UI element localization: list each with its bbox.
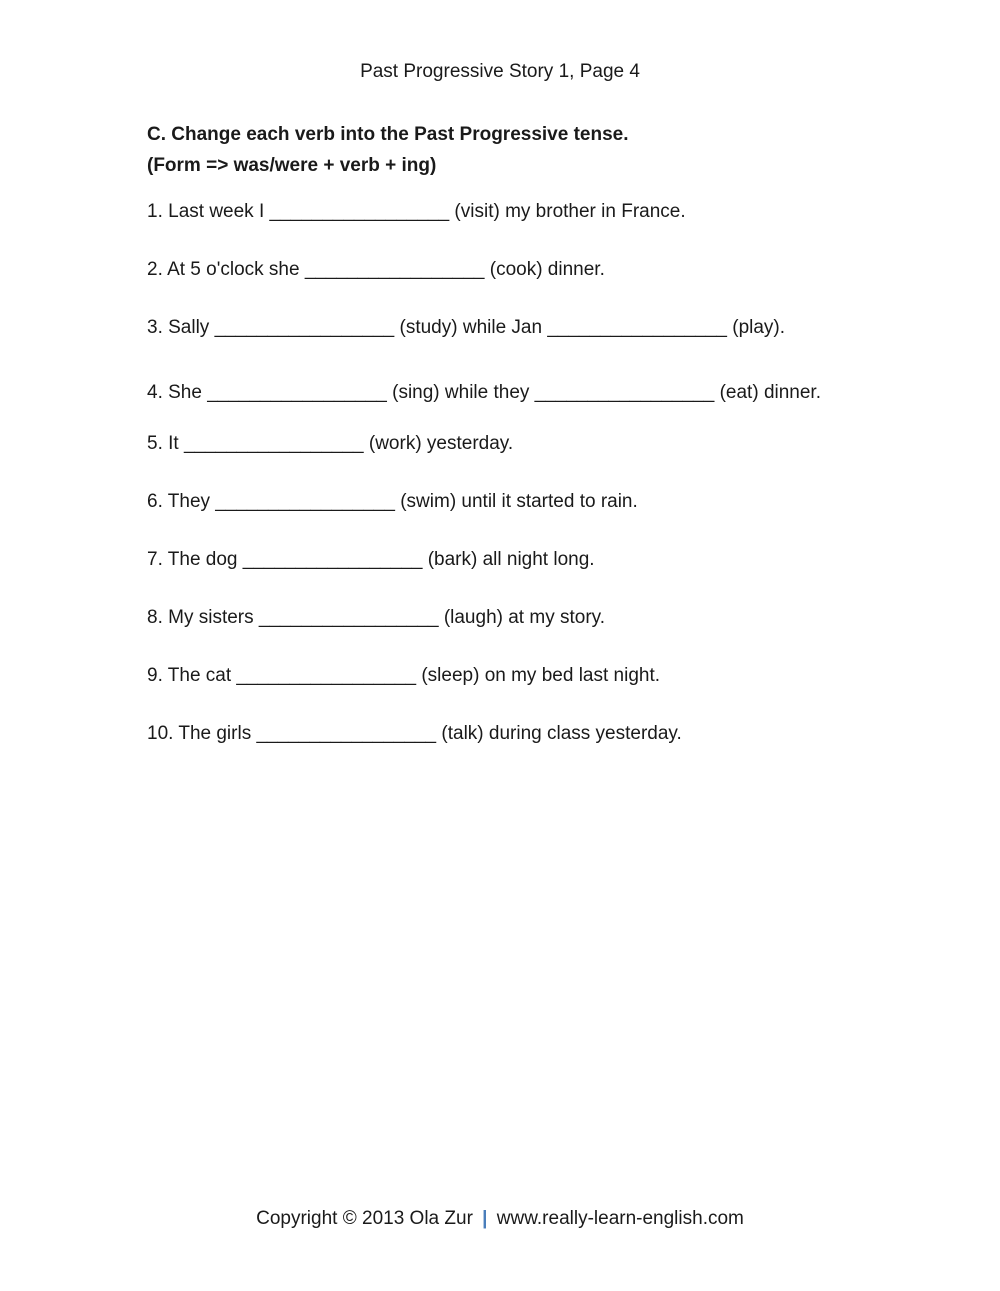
page-header: [0, 59, 1000, 85]
exercise-item-10: 10. The girls _________________ (talk) during class yesterday.: [147, 723, 682, 744]
exercise-item-3: 3. Sally _________________ (study) while Jan _________________ (play).: [147, 317, 786, 338]
exercise-item-2: 2. At 5 o'clock she _________________ (cook) dinner.: [147, 259, 605, 280]
exercise-item-4: 4. She _________________ (sing) while they _________________ (eat) dinner.: [147, 382, 821, 403]
exercise-item-1: 1. Last week I _________________ (visit) my brother in France.: [147, 201, 686, 222]
footer-separator: |: [482, 1208, 488, 1229]
exercise-item-7: 7. The dog _________________ (bark) all night long.: [147, 549, 595, 570]
instructions-line-2: (Form => was/were + verb + ing): [147, 155, 437, 176]
exercise-list: [147, 198, 847, 778]
exercise-item-8: 8. My sisters _________________ (laugh) at my story.: [147, 607, 606, 628]
exercise-item-6: 6. They _________________ (swim) until it started to rain.: [147, 491, 638, 512]
website-link[interactable]: www.really-learn-english.com: [496, 1208, 744, 1229]
page-footer: [0, 1206, 1000, 1232]
exercise-item-9: 9. The cat _________________ (sleep) on my bed last night.: [147, 665, 661, 686]
instructions: [147, 119, 629, 181]
copyright-text: Copyright © 2013 Ola Zur: [256, 1208, 473, 1229]
page-title: Past Progressive Story 1, Page 4: [360, 61, 640, 82]
exercise-item-5: 5. It _________________ (work) yesterday.: [147, 433, 514, 454]
instructions-line-1: C. Change each verb into the Past Progressive tense.: [147, 124, 629, 145]
